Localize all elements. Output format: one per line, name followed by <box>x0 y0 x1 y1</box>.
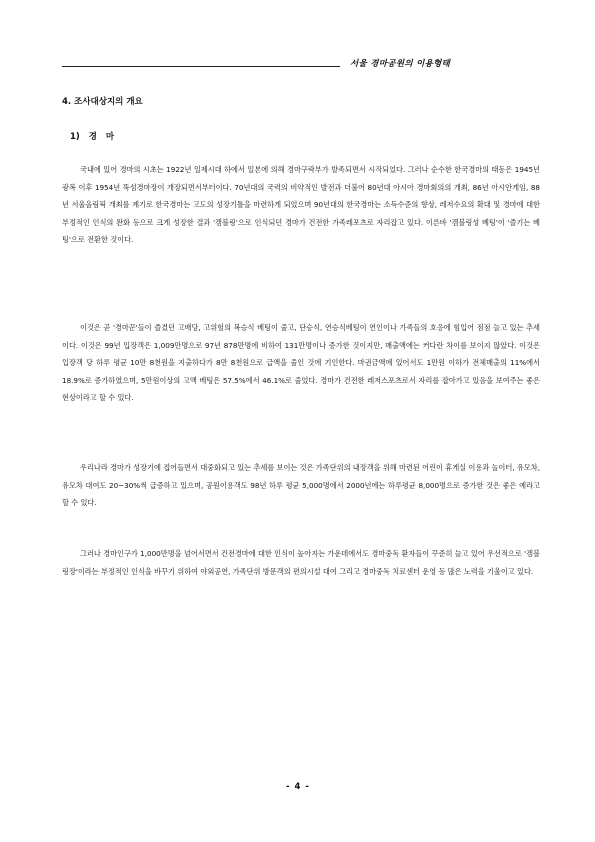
page-number: - 4 - <box>286 782 309 792</box>
section-heading: 4. 조사대상지의 개요 <box>62 97 143 107</box>
running-header-title: 서울 경마공원의 이용형태 <box>350 59 451 69</box>
body-paragraph-4: 그러나 경마인구가 1,000만명을 넘어서면서 건전경마에 대한 인식이 높아지는 가운데에서도 경마중독 환자들이 꾸준히 늘고 있어 우선적으로 '겜블링장'이라는 부정적인 인식을 바꾸기 위하여 야외공연, 가족단위 방문객의 편의시설 대여 그리고 경마중독 치료센터 운영 등 많은 노력을 기울이고 있다. <box>62 549 540 576</box>
body-paragraph-2: 이것은 곧 '경마꾼'들이 즐겼던 고배당, 고위험의 복승식 베팅이 줄고, 단승식, 연승식베팅이 연인이나 가족들의 호응에 힘입어 점점 늘고 있는 추세이다. 이것은 99년 입장객은 1,009만명으로 97년 878만명에 비하여 131만명이나 증가한 것이지만, 매출액에는 커다란 차이를 보이지 않았다. 이것은 입장객 당 하루 평균 10만 8천원을 지출하다가 8만 8천원으로 급액을 줄인 것에 기인한다. 마권금액에 있어서도 1만원 이하가 전체매출의 11%에서 18.9%로 증가하였으며, 5만원이상의 고액 베팅은 57.5%에서 46.1%로 줄었다. 경마가 건전한 레저스포츠로서 자리를 잡아가고 있음을 보여주는 좋은 현상이라고 할 수 있다. <box>62 323 540 402</box>
subsection-heading: 1) 경 마 <box>70 132 115 142</box>
body-paragraph-3: 우리나라 경마가 성장기에 접어들면서 대중화되고 있는 추세를 보이는 것은 가족단위의 내장객을 위해 마련된 어린이 휴게실 이용과 놀이터, 유모차, 유모차 대여도 20~30%씩 급증하고 있으며, 공원이용객도 98년 하루 평균 5,000명에서 2000년에는 하루평균 8,000명으로 증가한 것은 좋은 예라고 할 수 있다. <box>62 463 541 507</box>
body-paragraph-1: 국내에 있어 경마의 시초는 1922년 일제시대 하에서 일본에 의해 경마구락부가 발족되면서 시작되었다. 그러나 순수한 한국경마의 태동은 1945년 광복 이후 1954년 뚝섬경마장이 개장되면서부터이다. 70년대의 국력의 비약적인 발전과 더불어 80년대 아시아 경마회의의 개최, 86년 아시안게임, 88년 서울올림픽 개최를 계기로 한국경마는 고도의 성장기틀을 마련하게 되었으며 90년대의 한국경마는 소득수준의 향상, 레저수요의 확대 및 경마에 대한 부정적인 인식의 완화 등으로 크게 성장한 결과 '겜블링'으로 인식되던 경마가 건전한 가족레포츠로 자리잡고 있다. 이른바 '겜블링성 베팅'이 '즐기는 베팅'으로 전환한 것이다. <box>62 165 540 244</box>
header-rule <box>62 66 340 67</box>
